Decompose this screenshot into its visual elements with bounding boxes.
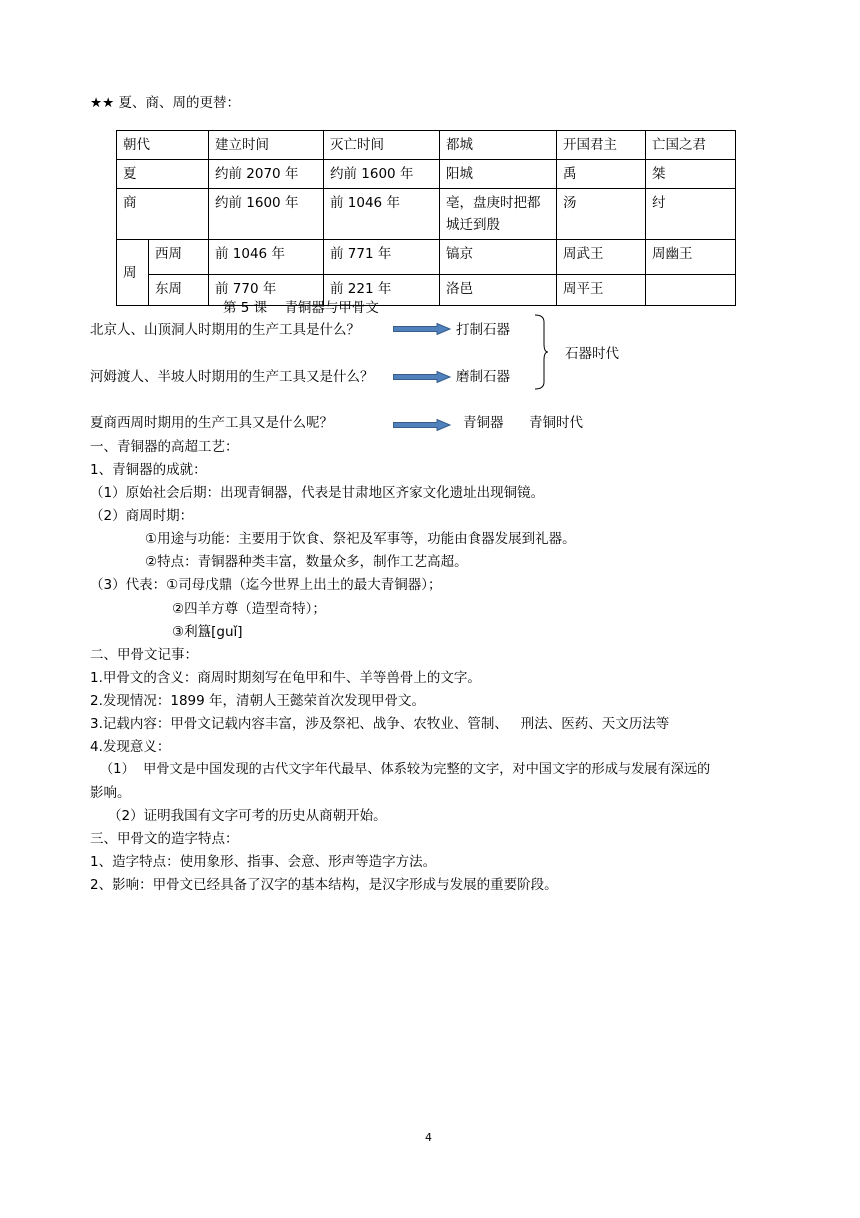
table-cell: 前 1046 年 xyxy=(209,240,324,275)
table-cell: 商 xyxy=(117,189,209,240)
table-cell: 汤 xyxy=(557,189,646,240)
table-row xyxy=(117,189,736,240)
text-line: 1、造字特点：使用象形、指事、会意、形声等造字方法。 xyxy=(90,854,437,870)
section-1-title: 一、青铜器的高超工艺： xyxy=(90,439,239,455)
table-cell: 洛邑 xyxy=(440,275,557,306)
section-heading: ★★ 夏、商、周的更替： xyxy=(90,95,240,111)
table-cell: 东周 xyxy=(149,275,209,306)
answer-1: 打制石器 xyxy=(456,322,510,338)
table-cell: 纣 xyxy=(646,189,736,240)
page-number: 4 xyxy=(425,1131,432,1144)
brace-icon xyxy=(534,314,548,390)
text-line: （2）证明我国有文字可考的历史从商朝开始。 xyxy=(108,808,387,824)
table-cell: 约前 2070 年 xyxy=(209,160,324,189)
question-2: 河姆渡人、半坡人时期用的生产工具又是什么？ xyxy=(90,369,374,385)
table-cell: 前 771 年 xyxy=(324,240,440,275)
text-line: （2）商周时期： xyxy=(90,508,194,524)
text-line: ②四羊方尊（造型奇特）； xyxy=(172,601,326,617)
header-cell: 朝代 xyxy=(117,131,209,160)
stone-age-label: 石器时代 xyxy=(565,346,619,362)
table-cell: 前 1046 年 xyxy=(324,189,440,240)
text-line: （3）代表：①司母戊鼎（迄今世界上出土的最大青铜器）； xyxy=(90,577,442,593)
section-3-title: 三、甲骨文的造字特点： xyxy=(90,831,239,847)
table-row xyxy=(117,240,736,275)
table-cell: 镐京 xyxy=(440,240,557,275)
answer-2: 磨制石器 xyxy=(456,369,510,385)
text-line: （1） 甲骨文是中国发现的古代文字年代最早、体系较为完整的文字，对中国文字的形成与发展有深远的 xyxy=(100,762,711,777)
text-line: 2.发现情况：1899 年，清朝人王懿荣首次发现甲骨文。 xyxy=(90,693,426,709)
table-cell xyxy=(646,275,736,306)
table-row xyxy=(117,160,736,189)
table-cell: 周平王 xyxy=(557,275,646,306)
question-3: 夏商西周时期用的生产工具又是什么呢？ xyxy=(90,415,333,431)
table-cell: 阳城 xyxy=(440,160,557,189)
text-line: 4.发现意义： xyxy=(90,739,171,755)
text-line: 1、青铜器的成就： xyxy=(90,462,207,478)
header-cell: 亡国之君 xyxy=(646,131,736,160)
table-cell: 亳，盘庚时把都城迁到殷 xyxy=(440,189,557,240)
table-cell: 周幽王 xyxy=(646,240,736,275)
text-line: 3.记载内容：甲骨文记载内容丰富，涉及祭祀、战争、农牧业、管制、 刑法、医药、天文历法等 xyxy=(90,716,670,732)
right-arrow-icon xyxy=(393,419,451,431)
table-cell: 夏 xyxy=(117,160,209,189)
header-cell: 灭亡时间 xyxy=(324,131,440,160)
text-line: 影响。 xyxy=(90,785,131,801)
table-cell: 西周 xyxy=(149,240,209,275)
table-cell-zhou: 周 xyxy=(117,240,149,306)
bronze-age-label: 青铜时代 xyxy=(529,415,583,431)
text-line: ③利簋[guǐ] xyxy=(172,624,243,640)
text-line: （1）原始社会后期：出现青铜器，代表是甘肃地区齐家文化遗址出现铜镜。 xyxy=(90,485,545,501)
table-cell: 桀 xyxy=(646,160,736,189)
table-cell: 禹 xyxy=(557,160,646,189)
text-line: ①用途与功能：主要用于饮食、祭祀及军事等，功能由食器发展到礼器。 xyxy=(145,531,576,547)
dynasty-table xyxy=(116,130,736,306)
table-cell: 前 221 年 xyxy=(324,275,440,306)
question-1: 北京人、山顶洞人时期用的生产工具是什么？ xyxy=(90,322,360,338)
table-cell: 约前 1600 年 xyxy=(209,189,324,240)
right-arrow-icon xyxy=(393,371,451,383)
answer-3: 青铜器 xyxy=(463,415,504,431)
table-cell: 周武王 xyxy=(557,240,646,275)
text-line: 1.甲骨文的含义：商周时期刻写在龟甲和牛、羊等兽骨上的文字。 xyxy=(90,670,481,686)
text-line: 2、影响：甲骨文已经具备了汉字的基本结构，是汉字形成与发展的重要阶段。 xyxy=(90,877,558,893)
header-cell: 都城 xyxy=(440,131,557,160)
section-2-title: 二、甲骨文记事： xyxy=(90,647,198,663)
text-line: ②特点：青铜器种类丰富，数量众多，制作工艺高超。 xyxy=(145,554,468,570)
table-cell: 前 770 年 xyxy=(209,275,324,306)
table-row xyxy=(117,275,736,306)
table-cell: 约前 1600 年 xyxy=(324,160,440,189)
table-header-row xyxy=(117,131,736,160)
lesson-title: 第 5 课 青铜器与甲骨文 xyxy=(223,300,379,316)
header-cell: 开国君主 xyxy=(557,131,646,160)
right-arrow-icon xyxy=(393,323,451,335)
header-cell: 建立时间 xyxy=(209,131,324,160)
